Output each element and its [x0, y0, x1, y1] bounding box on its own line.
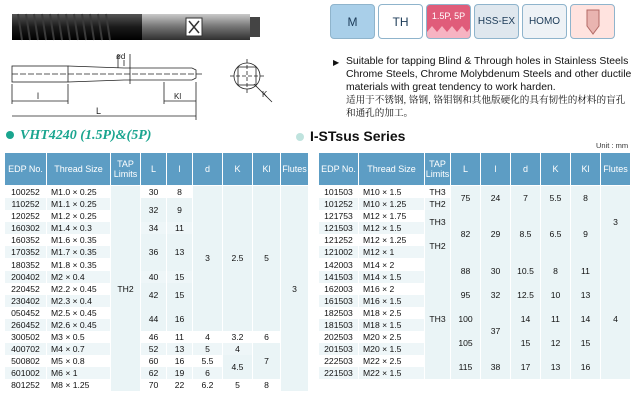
table-cell: M2.2 × 0.45: [47, 283, 111, 295]
kl-label: Kl: [174, 92, 182, 101]
table-cell: M8 × 1.25: [47, 379, 111, 391]
table-cell: 4: [223, 343, 253, 355]
table-cell: 3: [601, 186, 631, 259]
table-cell: 801252: [5, 379, 47, 391]
table-cell: M22 × 1.5: [359, 367, 425, 379]
table-cell: 10: [541, 283, 571, 307]
table-row: [5, 343, 309, 355]
table-cell: M1.4 × 0.3: [47, 222, 111, 234]
hss-ex-icon: HSS-EX: [474, 4, 519, 39]
table-cell: 62: [141, 367, 167, 379]
table-row: [319, 331, 631, 343]
table-cell: TH3: [425, 210, 451, 234]
table-cell: 5: [223, 379, 253, 391]
table-header-row: [5, 153, 309, 186]
tap-limit: TH2: [111, 186, 141, 392]
table-cell: 5: [193, 343, 223, 355]
tap-drawing: [12, 54, 272, 120]
table-cell: 16: [167, 355, 193, 367]
table-cell: M1.2 × 0.25: [47, 210, 111, 222]
table-cell: 3.2: [223, 331, 253, 343]
col-tap: TAP Limits: [425, 153, 451, 186]
material-m-icon: M: [330, 4, 375, 39]
table-cell: 8: [253, 379, 281, 391]
table-cell: 36: [141, 234, 167, 270]
table-cell: 201503: [319, 343, 359, 355]
table-cell: M1.6 × 0.35: [47, 234, 111, 246]
table-cell: TH3: [425, 258, 451, 379]
table-row: [319, 210, 631, 222]
table-cell: 14: [571, 307, 601, 331]
table-cell: 7: [511, 186, 541, 211]
table-cell: 3: [193, 186, 223, 331]
tap-illustration: [4, 4, 329, 124]
section-dot-icon: [6, 131, 14, 139]
table-cell: 16: [571, 355, 601, 379]
table-cell: M18 × 2.5: [359, 307, 425, 319]
table-cell: M22 × 2.5: [359, 355, 425, 367]
homo-icon: HOMO: [522, 4, 567, 39]
table-cell: 100252: [5, 186, 47, 199]
table-cell: 24: [481, 186, 511, 211]
table-cell: 16: [167, 307, 193, 331]
table-row: [319, 258, 631, 270]
table-row: [319, 307, 631, 319]
table-cell: 121252: [319, 234, 359, 246]
table-cell: 7: [253, 343, 281, 379]
col-Kl: Kl: [253, 153, 281, 186]
col-K: K: [223, 153, 253, 186]
table-cell: 5.5: [193, 355, 223, 367]
table-cell: M5 × 0.8: [47, 355, 111, 367]
table-cell: M6 × 1: [47, 367, 111, 379]
table-cell: 8: [541, 258, 571, 282]
table-cell: 9: [167, 198, 193, 222]
col-thread: Thread Size: [359, 153, 425, 186]
table-cell: M1.0 × 0.25: [47, 186, 111, 199]
table-cell: 100: [451, 307, 481, 331]
table-cell: M14 × 2: [359, 258, 425, 270]
table-cell: 221503: [319, 367, 359, 379]
table-cell: 13: [571, 283, 601, 307]
col-Kl: Kl: [571, 153, 601, 186]
table-cell: 601002: [5, 367, 47, 379]
tap-photo: [12, 14, 260, 40]
table-cell: 260452: [5, 319, 47, 331]
col-L: L: [451, 153, 481, 186]
table-cell: 160302: [5, 222, 47, 234]
table-cell: 34: [141, 222, 167, 234]
table-cell: 6: [253, 331, 281, 343]
table-cell: 120252: [5, 210, 47, 222]
table-cell: 160352: [5, 234, 47, 246]
k-label: K: [262, 90, 268, 99]
table-cell: 300502: [5, 331, 47, 343]
table-cell: M1.7 × 0.35: [47, 246, 111, 258]
table-cell: 170352: [5, 246, 47, 258]
table-cell: 10.5: [511, 258, 541, 282]
table-cell: 230402: [5, 295, 47, 307]
table-cell: 050452: [5, 307, 47, 319]
bullet-arrow-icon: ▶: [333, 58, 340, 67]
table-header-row: [319, 153, 631, 186]
table-cell: 11: [167, 222, 193, 234]
table-cell: 142003: [319, 258, 359, 270]
table-cell: 44: [141, 307, 167, 331]
table-cell: 19: [167, 367, 193, 379]
table-cell: 222503: [319, 355, 359, 367]
col-K: K: [541, 153, 571, 186]
col-edp: EDP No.: [5, 153, 47, 186]
table-cell: 220452: [5, 283, 47, 295]
col-thread: Thread Size: [47, 153, 111, 186]
table-cell: M12 × 1.75: [359, 210, 425, 222]
table-cell: 11: [571, 258, 601, 282]
table-cell: M16 × 2: [359, 283, 425, 295]
col-flutes: Flutes: [281, 153, 309, 186]
table-cell: 500802: [5, 355, 47, 367]
table-cell: 14: [511, 307, 541, 331]
table-cell: 42: [141, 283, 167, 307]
table-cell: TH3: [425, 186, 451, 199]
table-row: [5, 379, 309, 391]
table-row: [5, 331, 309, 343]
table-cell: 52: [141, 343, 167, 355]
table-cell: 17: [511, 355, 541, 379]
table-cell: 9: [571, 210, 601, 258]
table-cell: 180352: [5, 258, 47, 270]
l-label: l: [37, 91, 39, 101]
table-cell: M1.1 × 0.25: [47, 198, 111, 210]
table-cell: 400702: [5, 343, 47, 355]
table-cell: 95: [451, 283, 481, 307]
col-d: d: [511, 153, 541, 186]
L-label: L: [96, 106, 102, 116]
table-row: [319, 355, 631, 367]
left-spec-table: [4, 152, 309, 391]
table-cell: 13: [541, 355, 571, 379]
description-zh: 适用于不锈钢, 铬钢, 铬钼钢和其他版硬化的具有韧性的材料的盲孔和通孔的加工。: [346, 95, 626, 119]
table-cell: 115: [451, 355, 481, 379]
table-cell: 4.5: [223, 355, 253, 379]
table-cell: 6.2: [193, 379, 223, 391]
section-title-istsus: I-STsus Series: [296, 128, 405, 144]
table-cell: 202503: [319, 331, 359, 343]
table-cell: M20 × 1.5: [359, 343, 425, 355]
table-cell: 141503: [319, 271, 359, 283]
table-cell: 12: [541, 331, 571, 355]
dia-label: ød: [116, 52, 126, 61]
table-cell: 70: [141, 379, 167, 391]
tip-shape-icon: [570, 4, 615, 39]
table-cell: 4: [601, 258, 631, 379]
table-cell: M2.6 × 0.45: [47, 319, 111, 331]
table-cell: 182503: [319, 307, 359, 319]
right-spec-table: [318, 152, 631, 379]
table-row: [319, 186, 631, 199]
table-cell: 101503: [319, 186, 359, 199]
table-cell: 29: [481, 210, 511, 258]
description: [333, 55, 633, 120]
col-tap: TAP Limits: [111, 153, 141, 186]
table-cell: 46: [141, 331, 167, 343]
table-cell: 105: [451, 331, 481, 355]
col-l: l: [167, 153, 193, 186]
feature-icons: [330, 4, 615, 39]
table-cell: M3 × 0.5: [47, 331, 111, 343]
table-cell: M20 × 2.5: [359, 331, 425, 343]
table-cell: M12 × 1.25: [359, 234, 425, 246]
table-cell: TH2: [425, 234, 451, 258]
col-flutes: Flutes: [601, 153, 631, 186]
table-cell: 15: [511, 331, 541, 355]
col-L: L: [141, 153, 167, 186]
table-cell: M18 × 1.5: [359, 319, 425, 331]
table-cell: 181503: [319, 319, 359, 331]
table-cell: 162003: [319, 283, 359, 295]
table-cell: M2 × 0.4: [47, 271, 111, 283]
table-cell: 161503: [319, 295, 359, 307]
table-cell: 88: [451, 258, 481, 282]
description-en: Suitable for tapping Blind & Through holes in Stainless Steels Chrome Steels, Chrome Molybdenum Steels and other ductile materials with great tendency to work harden.: [346, 56, 632, 93]
table-cell: 13: [167, 234, 193, 270]
table-cell: 75: [451, 186, 481, 211]
table-cell: 13: [167, 343, 193, 355]
table-cell: 200402: [5, 271, 47, 283]
table-cell: 15: [167, 271, 193, 283]
table-cell: M10 × 1.5: [359, 186, 425, 199]
table-cell: 8: [167, 186, 193, 199]
table-cell: M14 × 1.5: [359, 271, 425, 283]
table-cell: 38: [481, 355, 511, 379]
table-cell: M2.3 × 0.4: [47, 295, 111, 307]
table-cell: 30: [141, 186, 167, 199]
col-edp: EDP No.: [319, 153, 359, 186]
table-cell: 11: [167, 331, 193, 343]
table-cell: 40: [141, 271, 167, 283]
table-cell: 2.5: [223, 186, 253, 331]
table-cell: 101252: [319, 198, 359, 210]
col-l: l: [481, 153, 511, 186]
table-cell: M2.5 × 0.45: [47, 307, 111, 319]
table-cell: M4 × 0.7: [47, 343, 111, 355]
table-cell: 37: [481, 307, 511, 355]
table-cell: 12.5: [511, 283, 541, 307]
table-cell: M12 × 1.5: [359, 222, 425, 234]
table-cell: 15: [167, 283, 193, 307]
table-row: [5, 186, 309, 199]
table-cell: M10 × 1.25: [359, 198, 425, 210]
table-cell: 32: [481, 283, 511, 307]
table-cell: 110252: [5, 198, 47, 210]
table-cell: 60: [141, 355, 167, 367]
table-cell: M12 × 1: [359, 246, 425, 258]
unit-label: Unit : mm: [596, 141, 629, 150]
table-cell: 6: [193, 367, 223, 379]
table-cell: TH2: [425, 198, 451, 210]
section-title-vht4240: VHT4240 (1.5P)&(5P): [6, 128, 151, 144]
flutes-value: 3: [281, 186, 309, 392]
table-cell: M1.8 × 0.35: [47, 258, 111, 270]
table-cell: 6.5: [541, 210, 571, 258]
table-cell: 30: [481, 258, 511, 282]
table-cell: 8: [571, 186, 601, 211]
section-dot-icon: [296, 133, 304, 141]
table-row: [319, 283, 631, 295]
table-cell: 22: [167, 379, 193, 391]
table-cell: 8.5: [511, 210, 541, 258]
table-cell: 4: [193, 331, 223, 343]
table-cell: M16 × 1.5: [359, 295, 425, 307]
thread-th-icon: TH: [378, 4, 423, 39]
table-cell: 15: [571, 331, 601, 355]
table-cell: 5: [253, 186, 281, 331]
pitch-icon: 1.5P, 5P: [426, 4, 471, 39]
table-cell: 121503: [319, 222, 359, 234]
table-cell: 121753: [319, 210, 359, 222]
table-cell: 11: [541, 307, 571, 331]
table-cell: 82: [451, 210, 481, 258]
table-cell: 5.5: [541, 186, 571, 211]
col-d: d: [193, 153, 223, 186]
table-cell: 121002: [319, 246, 359, 258]
table-cell: 32: [141, 198, 167, 222]
